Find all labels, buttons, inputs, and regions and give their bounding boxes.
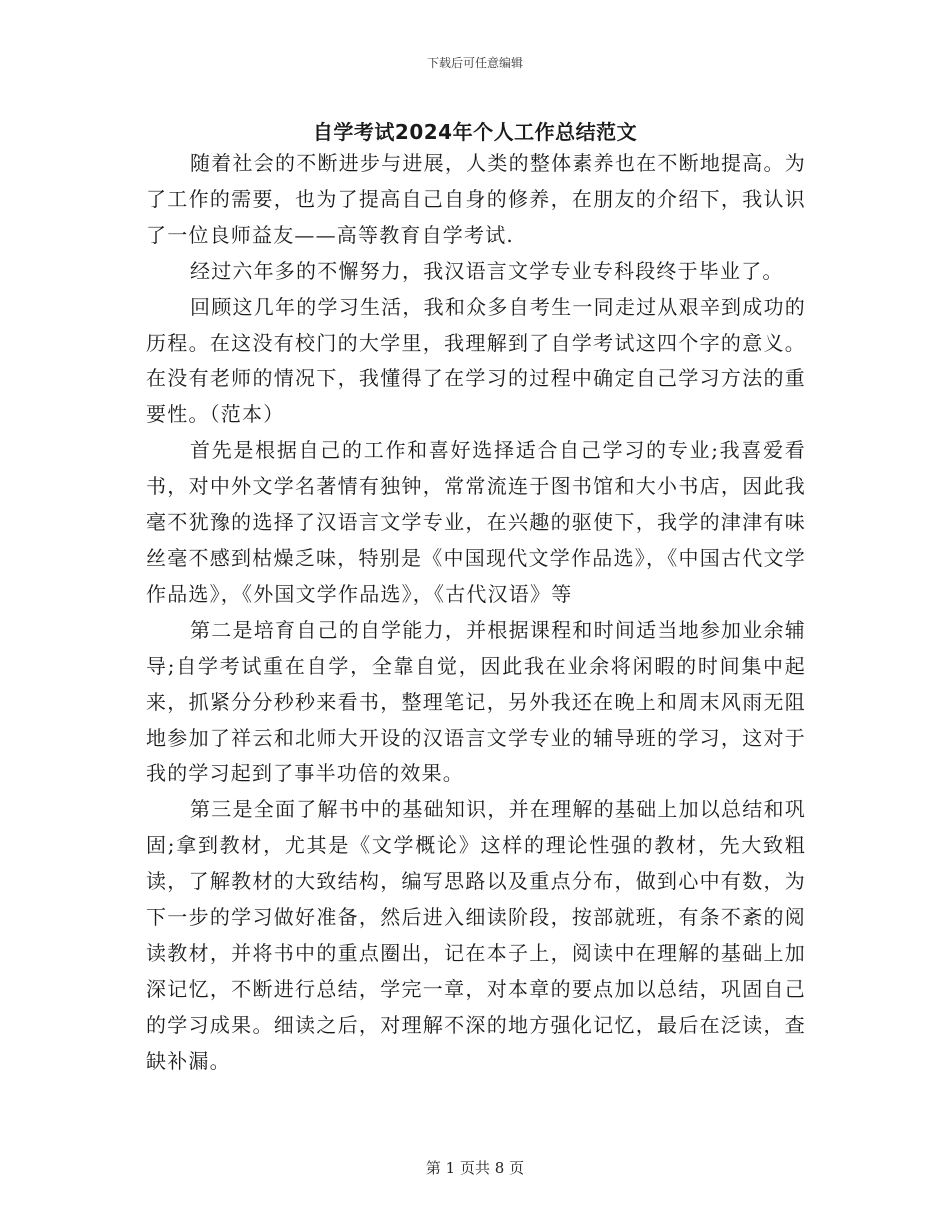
paragraph-5: 第二是培育自己的自学能力，并根据课程和时间适当地参加业余辅导;自学考试重在自学，全靠自觉，因此我在业余将闲暇的时间集中起来，抓紧分分秒秒来看书，整理笔记，另外我还在晚上和周末风雨无阻地参加了祥云和北师大开设的汉语言文学专业的辅导班的学习，这对于我的学习起到了事半功倍的效果。	[146, 617, 806, 786]
paragraph-3: 回顾这几年的学习生活，我和众多自考生一同走过从艰辛到成功的历程。在这没有校门的大学里，我理解到了自学考试这四个字的意义。在没有老师的情况下，我懂得了在学习的过程中确定自己学习方法的重要性。（范本）	[146, 294, 806, 427]
page-header: 下载后可任意编辑	[426, 56, 523, 70]
page-footer: 第 1 页共 8 页	[425, 1159, 525, 1177]
paragraph-1: 随着社会的不断进步与进展，人类的整体素养也在不断地提高。为了工作的需要，也为了提高自己自身的修养，在朋友的介绍下，我认识了一位良师益友——高等教育自学考试.	[146, 151, 806, 247]
paragraph-4: 首先是根据自己的工作和喜好选择适合自己学习的专业;我喜爱看书，对中外文学名著情有独钟，常常流连于图书馆和大小书店，因此我毫不犹豫的选择了汉语言文学专业，在兴趣的驱使下，我学的津津有味丝毫不感到枯燥乏味，特别是《中国现代文学作品选》，《中国古代文学作品选》，《外国文学作品选》，《古代汉语》等	[146, 438, 806, 606]
paragraph-6: 第三是全面了解书中的基础知识，并在理解的基础上加以总结和巩固;拿到教材，尤其是《文学概论》这样的理论性强的教材，先大致粗读，了解教材的大致结构，编写思路以及重点分布，做到心中有数，为下一步的学习做好准备，然后进入细读阶段，按部就班，有条不紊的阅读教材，并将书中的重点圈出，记在本子上，阅读中在理解的基础上加深记忆，不断进行总结，学完一章，对本章的要点加以总结，巩固自己的学习成果。细读之后，对理解不深的地方强化记忆，最后在泛读，查缺补漏。	[146, 797, 806, 1073]
document-title: 自学考试2024年个人工作总结范文	[312, 120, 638, 144]
document-body	[146, 146, 806, 1080]
paragraph-2: 经过六年多的不懈努力，我汉语言文学专业专科段终于毕业了。	[190, 258, 784, 283]
